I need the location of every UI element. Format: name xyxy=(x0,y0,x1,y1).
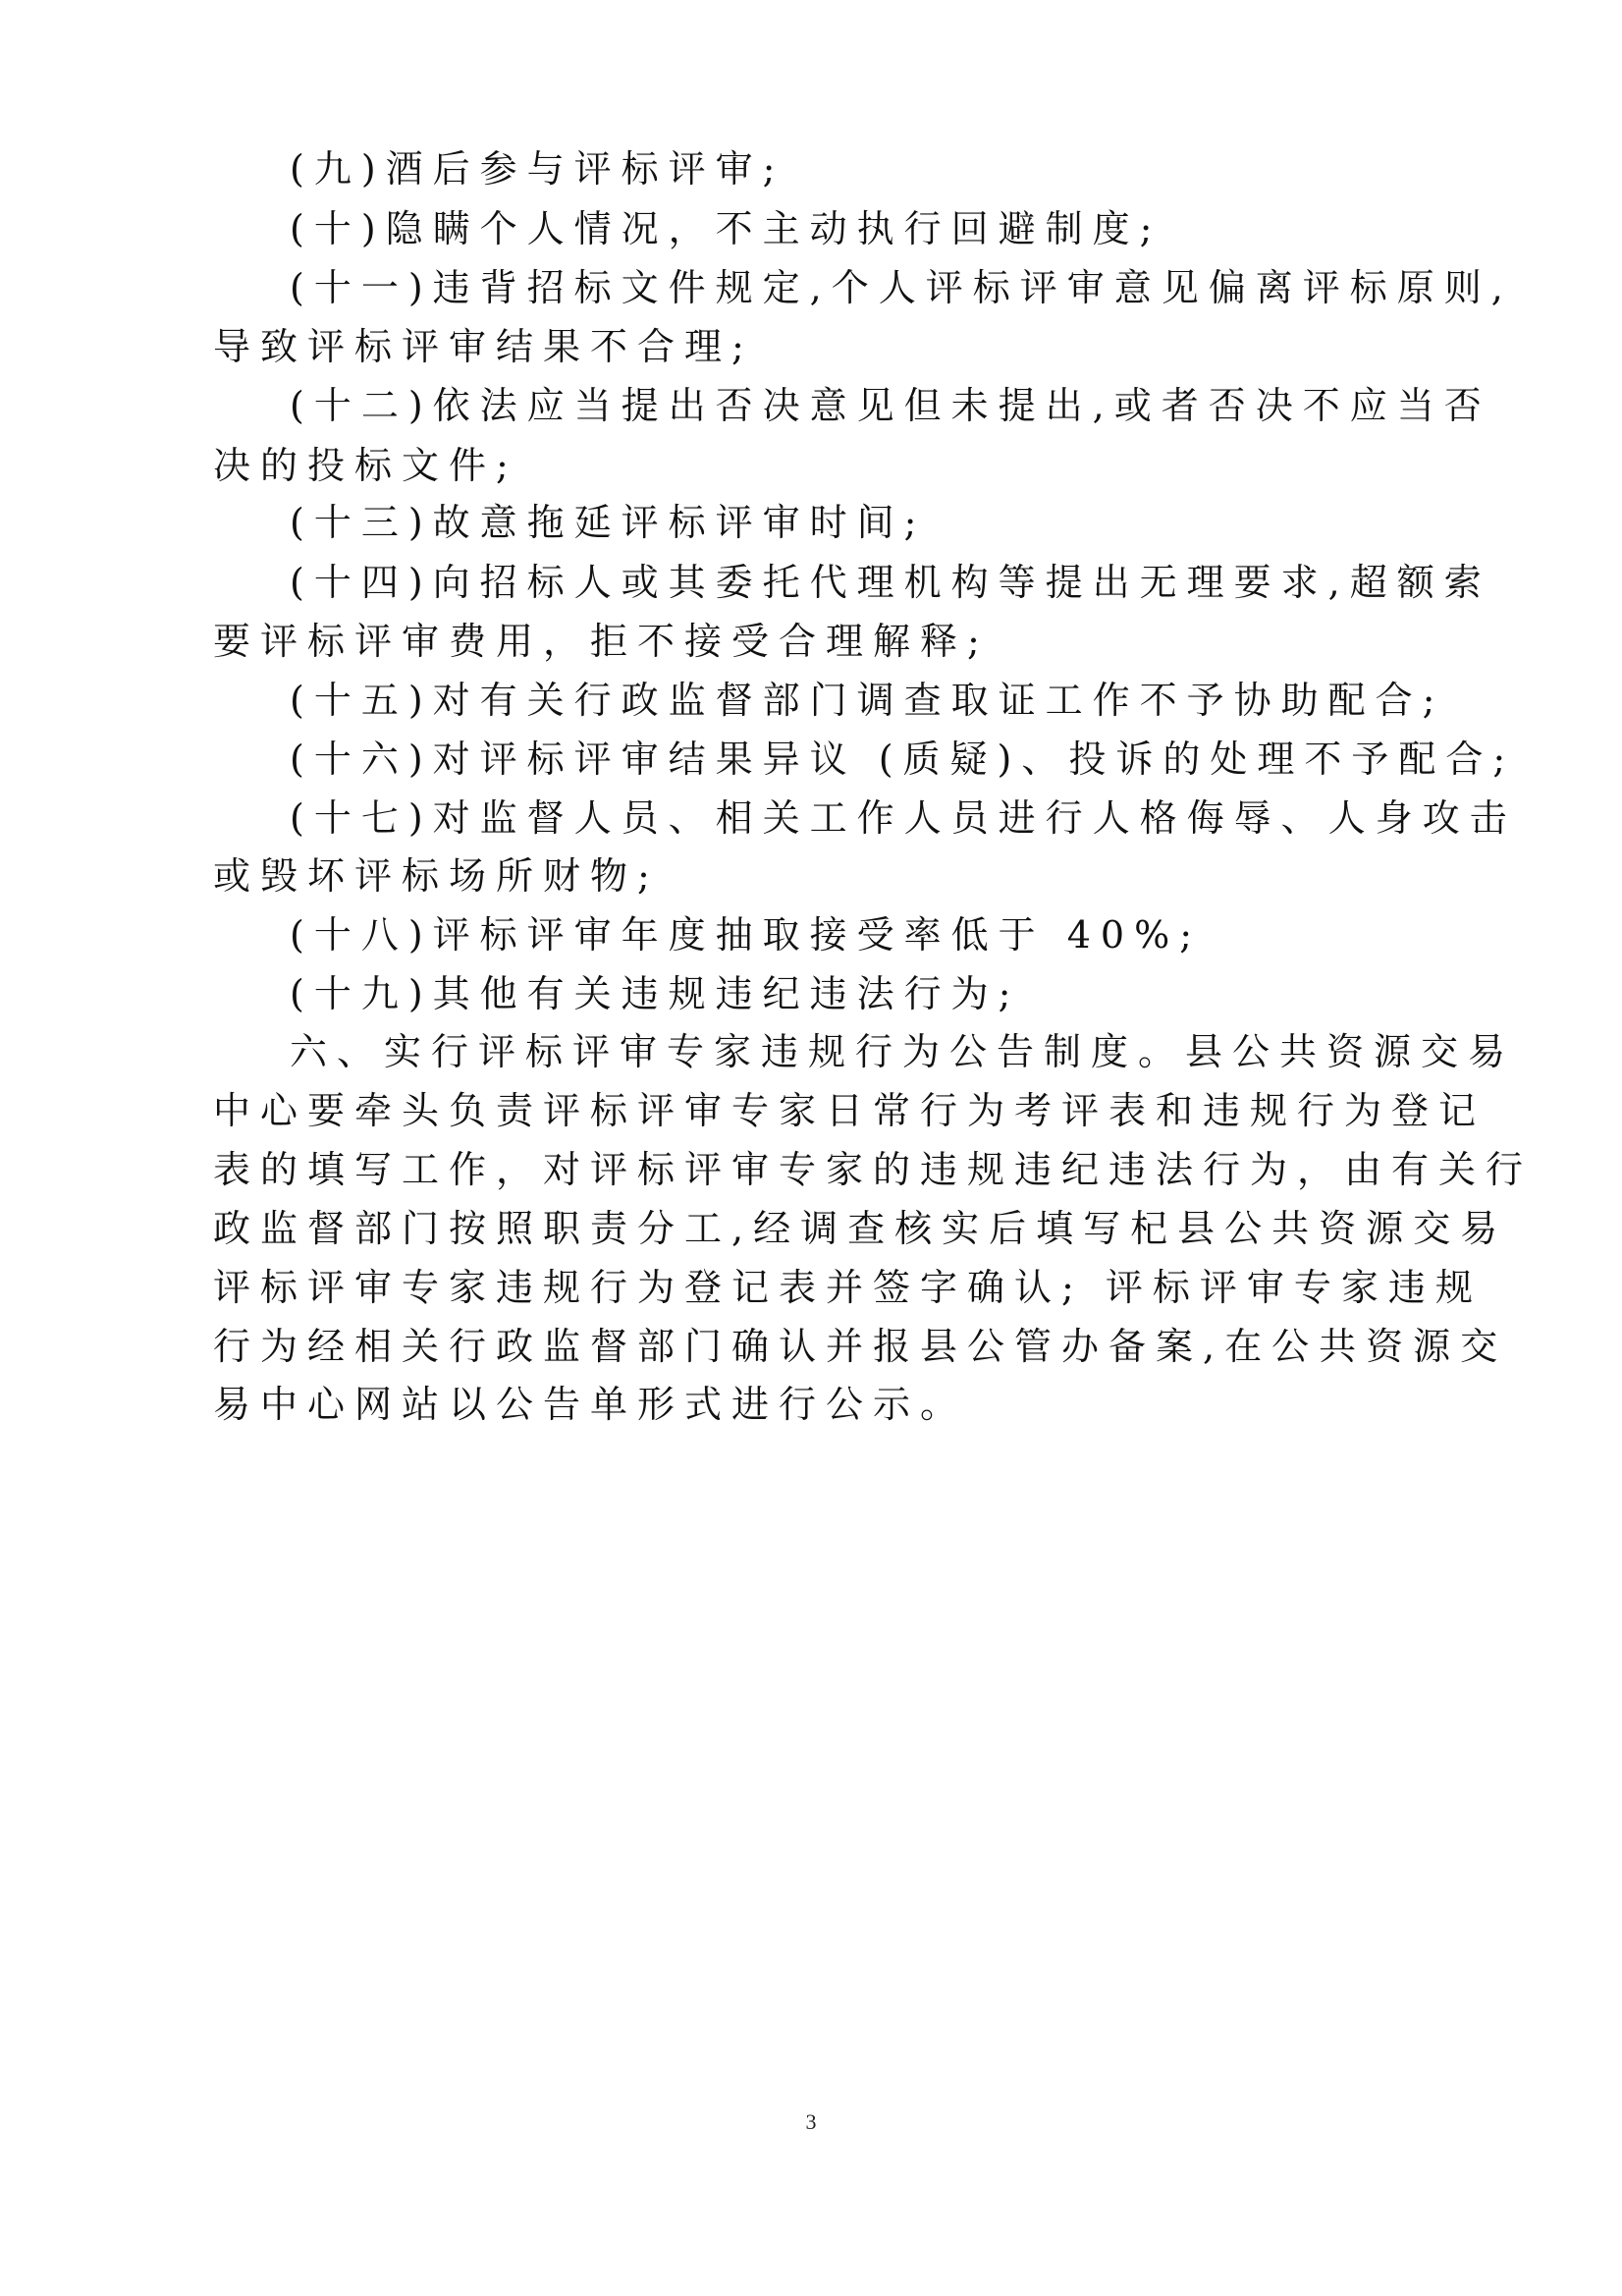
paragraph-line-item-17: (十七)对监督人员、相关工作人员进行人格侮辱、人身攻击 xyxy=(290,796,1517,840)
section-six-line-1: 六、实行评标评审专家违规行为公告制度。县公共资源交易 xyxy=(290,1030,1516,1073)
paragraph-line-item-12: (十二)依法应当提出否决意见但未提出,或者否决不应当否 xyxy=(290,384,1491,427)
paragraph-line-item-16: (十六)对评标评审结果异议 (质疑)、投诉的处理不予配合; xyxy=(290,738,1516,781)
paragraph-line-item-13: (十三)故意拖延评标评审时间; xyxy=(290,501,927,544)
paragraph-line-item-15: (十五)对有关行政监督部门调查取证工作不予协助配合; xyxy=(290,679,1445,722)
paragraph-line-item-9: (九)酒后参与评标评审; xyxy=(290,147,785,191)
paragraph-continuation-item-11: 导致评标评审结果不合理; xyxy=(213,325,754,368)
paragraph-line-item-11: (十一)违背招标文件规定,个人评标评审意见偏离评标原则, xyxy=(290,266,1513,309)
section-six-line-6: 行为经相关行政监督部门确认并报县公管办备案,在公共资源交 xyxy=(213,1325,1508,1368)
section-six-line-5: 评标评审专家违规行为登记表并签字确认; 评标评审专家违规 xyxy=(213,1266,1483,1309)
paragraph-continuation-item-17: 或毁坏评标场所财物; xyxy=(213,854,660,898)
paragraph-continuation-item-14: 要评标评审费用，拒不接受合理解释; xyxy=(213,620,990,663)
paragraph-line-item-18: (十八)评标评审年度抽取接受率低于 40%; xyxy=(290,913,1202,957)
section-six-line-4: 政监督部门按照职责分工,经调查核实后填写杞县公共资源交易 xyxy=(213,1207,1508,1250)
paragraph-line-item-10: (十)隐瞒个人情况，不主动执行回避制度; xyxy=(290,207,1162,250)
section-six-line-2: 中心要牵头负责评标评审专家日常行为考评表和违规行为登记 xyxy=(213,1089,1487,1132)
paragraph-line-item-19: (十九)其他有关违规违纪违法行为; xyxy=(290,972,1021,1015)
section-six-line-3: 表的填写工作，对评标评审专家的违规违纪违法行为，由有关行 xyxy=(213,1148,1534,1191)
section-six-line-7: 易中心网站以公告单形式进行公示。 xyxy=(213,1383,968,1426)
paragraph-continuation-item-12: 决的投标文件; xyxy=(213,444,518,487)
paragraph-line-item-14: (十四)向招标人或其委托代理机构等提出无理要求,超额索 xyxy=(290,561,1491,604)
page-number: 3 xyxy=(805,2109,817,2134)
